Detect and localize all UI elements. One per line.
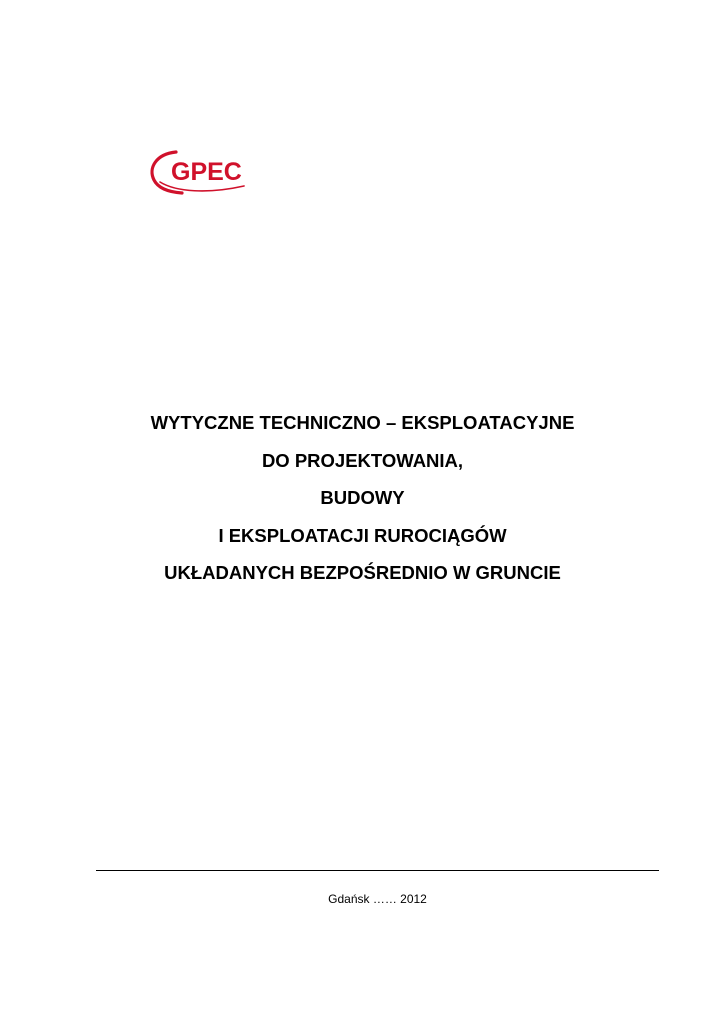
title-line-5: UKŁADANYCH BEZPOŚREDNIO W GRUNCIE — [164, 562, 561, 583]
title-line-3: BUDOWY — [320, 487, 405, 508]
footer-place-date: Gdańsk …… 2012 — [328, 892, 427, 906]
gpec-logo — [146, 146, 256, 198]
title-line-2: DO PROJEKTOWANIA, — [261, 449, 464, 471]
footer-divider — [96, 870, 659, 871]
title-line-4: I EKSPLOATACJI RUROCIĄGÓW — [218, 524, 507, 546]
title-line-1: WYTYCZNE TECHNICZNO – EKSPLOATACYJNE — [150, 412, 575, 433]
logo-text: GPEC — [171, 158, 242, 186]
document-title — [40, 404, 685, 592]
gpec-logo-mark — [146, 146, 256, 198]
